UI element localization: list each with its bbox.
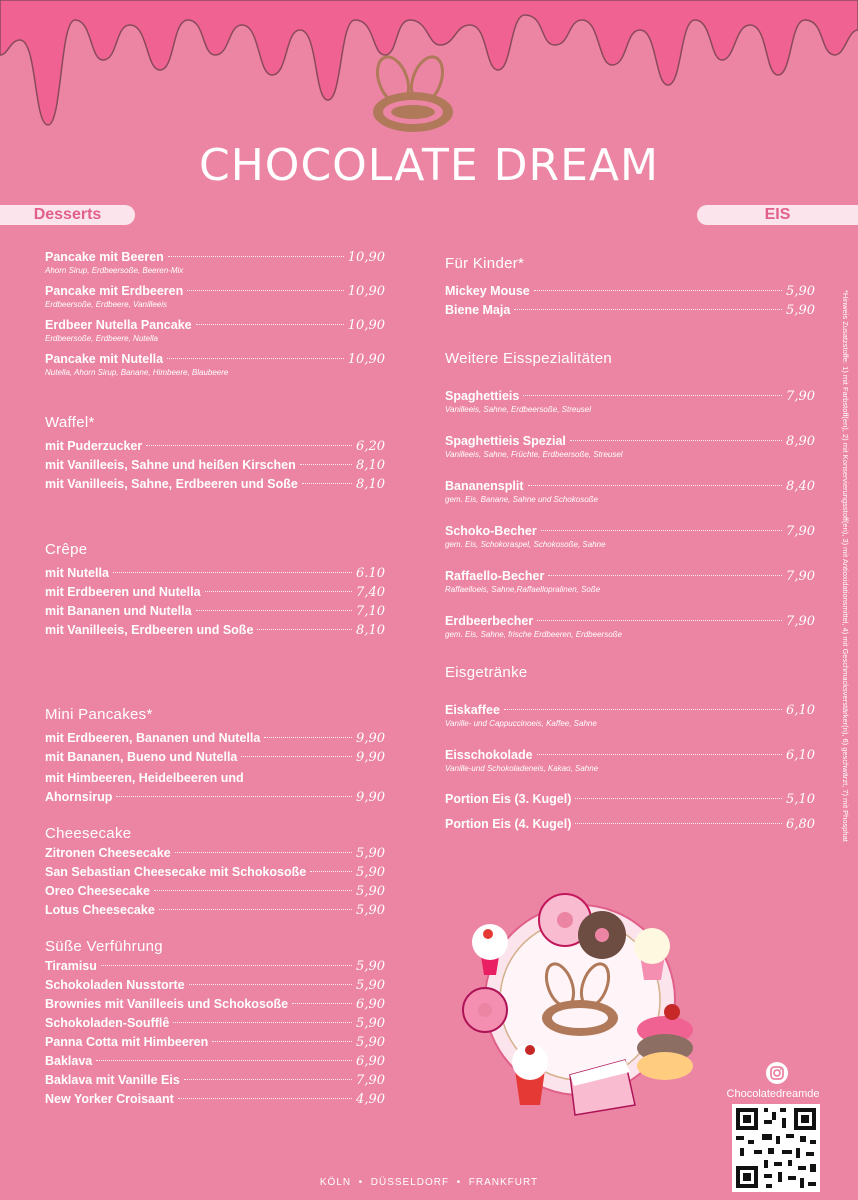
dot-leader — [173, 1022, 352, 1023]
item-price: 7,90 — [786, 389, 815, 404]
menu-item — [445, 522, 815, 541]
section-title-cheesecake: Cheesecake — [45, 825, 132, 842]
dot-leader — [167, 358, 344, 359]
dot-leader — [264, 737, 352, 738]
item-name: Tiramisu — [45, 959, 97, 973]
item-name-line: mit Himbeeren, Heidelbeeren und — [45, 771, 244, 785]
menu-item — [45, 1033, 385, 1052]
item-name: Schokoladen Nusstorte — [45, 978, 185, 992]
menu-item — [45, 882, 385, 901]
item-price: 6,90 — [356, 997, 385, 1012]
item-name: Spaghettieis — [445, 389, 520, 403]
dessert-illustration — [450, 890, 710, 1120]
item-price: 6,90 — [356, 1054, 385, 1069]
menu-item — [445, 282, 815, 301]
item-description: gem. Eis, Sahne, frische Erdbeeren, Erdbeersoße — [445, 630, 622, 639]
menu-item — [45, 729, 385, 748]
menu-item — [445, 477, 815, 496]
item-name: Brownies mit Vanilleeis und Schokosoße — [45, 997, 289, 1011]
item-name: Eisschokolade — [445, 748, 533, 762]
menu-item — [45, 995, 385, 1014]
cocoa-bean-logo-icon — [365, 50, 460, 140]
item-price: 6,80 — [786, 817, 815, 832]
item-name: Zitronen Cheesecake — [45, 846, 171, 860]
item-name: New Yorker Croisaant — [45, 1092, 174, 1106]
item-name: Bananensplit — [445, 479, 524, 493]
section-title-eisspezialitaeten: Weitere Eisspezialitäten — [445, 350, 612, 367]
item-description: Erdbeersoße, Erdbeere, Vanilleeis — [45, 300, 167, 309]
menu-item — [45, 901, 385, 920]
menu-item — [45, 316, 385, 335]
item-price: 6,10 — [786, 748, 815, 763]
item-name: Spaghettieis Spezial — [445, 434, 566, 448]
item-name: Ahornsirup — [45, 790, 113, 804]
item-name: Lotus Cheesecake — [45, 903, 155, 917]
city-duesseldorf: DÜSSELDORF — [370, 1177, 450, 1188]
dot-leader — [241, 756, 352, 757]
city-separator: • — [456, 1177, 462, 1188]
menu-item — [445, 387, 815, 406]
additives-note-text: *Hinweis Zusatzstoffe: 1) mit Farbstoff(en), 2) mit Konservierungsstoff(en), 3) mit Antioxidationsmittel, 4) mit Geschmacksverstärker(n), 6) geschwärzt, 7) mit Phosphat — [841, 290, 850, 842]
item-name: San Sebastian Cheesecake mit Schokosoße — [45, 865, 307, 879]
item-description: Vanilleeis, Sahne, Früchte, Erdbeersoße, Streusel — [445, 450, 623, 459]
item-price: 5,90 — [786, 284, 815, 299]
city-separator: • — [358, 1177, 364, 1188]
item-price: 7,90 — [786, 524, 815, 539]
item-price: 5,90 — [356, 846, 385, 861]
item-description: Ahorn Sirup, Erdbeersoße, Beeren-Mix — [45, 266, 184, 275]
item-name: Eiskaffee — [445, 703, 500, 717]
dot-leader — [537, 754, 783, 755]
dot-leader — [548, 575, 782, 576]
item-price: 9,90 — [356, 790, 385, 805]
item-price: 10,90 — [347, 284, 385, 299]
dot-leader — [537, 620, 782, 621]
item-name: Biene Maja — [445, 303, 511, 317]
menu-item — [45, 957, 385, 976]
menu-item — [45, 1090, 385, 1109]
item-name: Baklava mit Vanille Eis — [45, 1073, 180, 1087]
item-name: Portion Eis (4. Kugel) — [445, 817, 572, 831]
item-name: Mickey Mouse — [445, 284, 530, 298]
menu-item — [445, 746, 815, 765]
brand-title: CHOCOLATE DREAM — [199, 140, 659, 191]
city-frankfurt: FRANKFURT — [468, 1177, 539, 1188]
dot-leader — [514, 309, 782, 310]
item-name: mit Bananen, Bueno und Nutella — [45, 750, 238, 764]
item-name: mit Vanilleeis, Sahne und heißen Kirschen — [45, 458, 296, 472]
dot-leader — [257, 629, 352, 630]
dot-leader — [146, 445, 352, 446]
dot-leader — [196, 610, 353, 611]
section-title-suesse-verfuehrung: Süße Verführung — [45, 938, 163, 955]
dot-leader — [113, 572, 352, 573]
dot-leader — [196, 324, 344, 325]
section-title-mini-pancakes: Mini Pancakes* — [45, 706, 153, 723]
item-price: 8,40 — [786, 479, 815, 494]
menu-item — [45, 621, 385, 640]
city-koeln: KÖLN — [319, 1177, 352, 1188]
dot-leader — [175, 852, 352, 853]
dot-leader — [300, 464, 352, 465]
item-price: 5,90 — [356, 978, 385, 993]
item-name: Pancake mit Nutella — [45, 352, 164, 366]
dot-leader — [212, 1041, 352, 1042]
item-price: 10,90 — [347, 250, 385, 265]
eis-column — [445, 255, 815, 834]
dot-leader — [504, 709, 782, 710]
menu-item — [45, 976, 385, 995]
item-name: mit Erdbeeren, Bananen und Nutella — [45, 731, 261, 745]
item-price: 10,90 — [347, 318, 385, 333]
item-price: 7,90 — [786, 569, 815, 584]
menu-item — [445, 790, 815, 809]
item-description: Vanille-und Schokoladeneis, Kakao, Sahne — [445, 764, 599, 773]
tab-desserts: Desserts — [0, 205, 135, 225]
menu-item — [45, 282, 385, 301]
dot-leader — [96, 1060, 352, 1061]
menu-item — [45, 583, 385, 602]
item-description: Nutella, Ahorn Sirup, Banane, Himbeere, Blaubeere — [45, 368, 229, 377]
menu-item — [445, 701, 815, 720]
item-name: Portion Eis (3. Kugel) — [445, 792, 572, 806]
item-price: 8,10 — [356, 623, 385, 638]
menu-item — [445, 301, 815, 320]
item-name: Oreo Cheesecake — [45, 884, 150, 898]
item-name: mit Vanilleeis, Sahne, Erdbeeren und Soße — [45, 477, 298, 491]
item-price: 5,10 — [786, 792, 815, 807]
menu-item — [45, 1014, 385, 1033]
item-price: 9,90 — [356, 750, 385, 765]
dot-leader — [116, 796, 352, 797]
instagram-handle[interactable]: Chocolatedreamde — [726, 1088, 820, 1100]
item-price: 6,10 — [786, 703, 815, 718]
menu-item — [45, 1071, 385, 1090]
item-description: Vanilleeis, Sahne, Erdbeersoße, Streusel — [445, 405, 592, 414]
menu-item — [445, 432, 815, 451]
item-name: mit Vanilleeis, Erdbeeren und Soße — [45, 623, 254, 637]
tab-eis: EIS — [697, 205, 858, 225]
dot-leader — [168, 256, 344, 257]
dot-leader — [528, 485, 783, 486]
menu-item — [45, 1052, 385, 1071]
item-price: 8,10 — [356, 477, 385, 492]
item-price: 5,90 — [356, 903, 385, 918]
dot-leader — [523, 395, 782, 396]
section-title-eisgetraenke: Eisgetränke — [445, 664, 528, 681]
item-price: 7,40 — [356, 585, 385, 600]
menu-item — [445, 567, 815, 586]
dot-leader — [570, 440, 782, 441]
item-name: mit Nutella — [45, 566, 109, 580]
item-name: Pancake mit Beeren — [45, 250, 164, 264]
item-description: Raffaelloeis, Sahne,Raffaellopralinen, Soße — [445, 585, 601, 594]
item-price: 5,90 — [786, 303, 815, 318]
dot-leader — [178, 1098, 352, 1099]
item-price: 8,10 — [356, 458, 385, 473]
dot-leader — [292, 1003, 352, 1004]
item-name: Schokoladen-Soufflê — [45, 1016, 170, 1030]
menu-item — [445, 612, 815, 631]
dot-leader — [187, 290, 344, 291]
item-name: mit Bananen und Nutella — [45, 604, 192, 618]
item-price: 7,10 — [356, 604, 385, 619]
dot-leader — [184, 1079, 352, 1080]
item-price: 5,90 — [356, 884, 385, 899]
item-price: 7,90 — [786, 614, 815, 629]
item-name: Pancake mit Erdbeeren — [45, 284, 184, 298]
item-name: Erdbeer Nutella Pancake — [45, 318, 192, 332]
additives-note — [838, 290, 848, 880]
item-price: 5,90 — [356, 959, 385, 974]
footer-cities — [0, 1177, 858, 1188]
instagram-icon[interactable] — [766, 1062, 788, 1084]
dot-leader — [302, 483, 352, 484]
item-price: 7,90 — [356, 1073, 385, 1088]
dot-leader — [575, 823, 782, 824]
item-price: 6.10 — [356, 566, 385, 581]
menu-item — [45, 437, 385, 456]
menu-item — [45, 602, 385, 621]
menu-item — [45, 564, 385, 583]
menu-item — [45, 475, 385, 494]
pancake-list — [45, 248, 385, 378]
item-name: Panna Cotta mit Himbeeren — [45, 1035, 209, 1049]
item-description: gem. Eis, Schokoraspel, Schokosoße, Sahne — [445, 540, 606, 549]
item-name: Schoko-Becher — [445, 524, 537, 538]
item-price: 4,90 — [356, 1092, 385, 1107]
menu-item — [45, 248, 385, 267]
section-title-crepe: Crêpe — [45, 541, 88, 558]
menu-item — [445, 815, 815, 834]
item-name: Erdbeerbecher — [445, 614, 534, 628]
item-description: Erdbeersoße, Erdbeere, Nutella — [45, 334, 158, 343]
menu-item — [45, 844, 385, 863]
dot-leader — [154, 890, 352, 891]
item-price: 6,20 — [356, 439, 385, 454]
dot-leader — [310, 871, 352, 872]
menu-item — [45, 863, 385, 882]
item-name: Baklava — [45, 1054, 93, 1068]
menu-item — [45, 788, 385, 807]
menu-item — [45, 456, 385, 475]
item-price: 5,90 — [356, 1016, 385, 1031]
item-price: 5,90 — [356, 865, 385, 880]
item-name: mit Erdbeeren und Nutella — [45, 585, 201, 599]
dot-leader — [205, 591, 352, 592]
item-price: 10,90 — [347, 352, 385, 367]
item-description: gem. Eis, Banane, Sahne und Schokosoße — [445, 495, 598, 504]
section-title-waffel: Waffel* — [45, 414, 95, 431]
item-name: mit Puderzucker — [45, 439, 143, 453]
dot-leader — [575, 798, 782, 799]
desserts-column — [45, 248, 385, 1109]
menu-item — [45, 748, 385, 767]
item-price: 5,90 — [356, 1035, 385, 1050]
section-title-fuer-kinder: Für Kinder* — [445, 255, 525, 272]
dot-leader — [159, 909, 352, 910]
item-name: Raffaello-Becher — [445, 569, 545, 583]
item-price: 9,90 — [356, 731, 385, 746]
menu-item — [45, 350, 385, 369]
item-description: Vanille- und Cappuccinoeis, Kaffee, Sahne — [445, 719, 597, 728]
dot-leader — [541, 530, 782, 531]
dot-leader — [101, 965, 352, 966]
dot-leader — [534, 290, 782, 291]
item-price: 8,90 — [786, 434, 815, 449]
dot-leader — [189, 984, 352, 985]
